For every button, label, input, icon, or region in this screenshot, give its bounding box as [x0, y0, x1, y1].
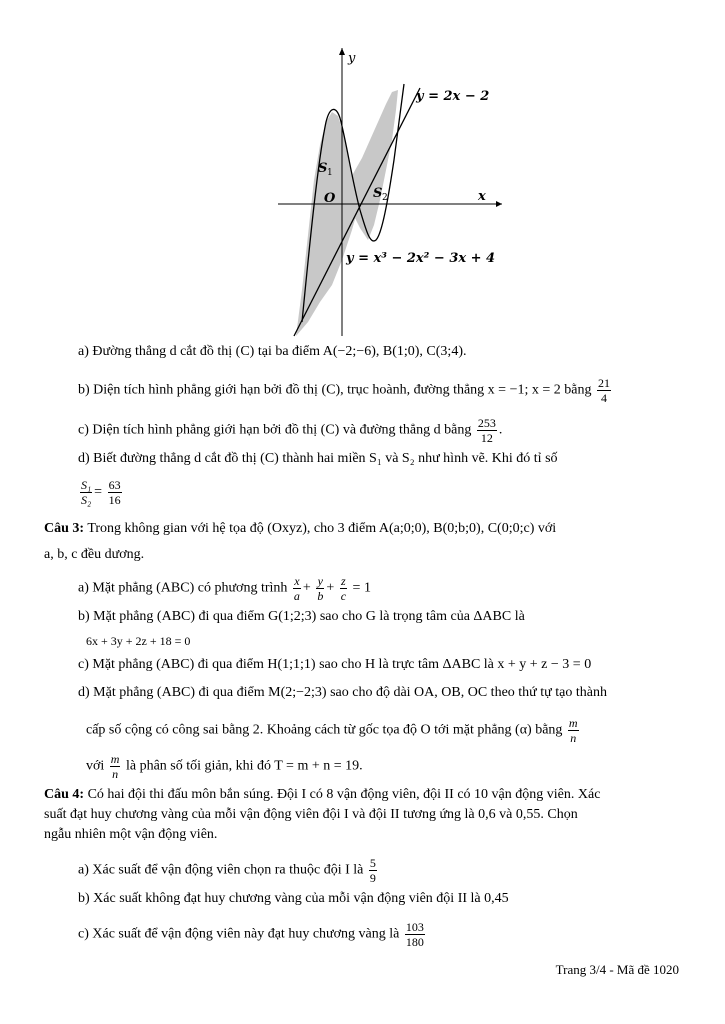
- q4-c-frac: [405, 920, 425, 949]
- q2-d-lhs-num: S₁: [81, 478, 92, 492]
- q2-d-rhs: [108, 478, 122, 507]
- q3-d-tail: là phân số tối giản, khi đó T = m + n = 19.: [125, 758, 363, 774]
- q3-d-mn: m: [568, 716, 578, 730]
- q3-a-f1n: x: [294, 574, 300, 588]
- q3-d-frac-2: [110, 752, 121, 781]
- q2-d-lhs: [80, 478, 92, 507]
- q3-item-d-3: [86, 752, 363, 781]
- q2-item-c-text: c) Diện tích hình phẳng giới hạn bởi đồ thị (C) và đường thẳng d bằng: [78, 422, 472, 438]
- q3-label: Câu 3:: [44, 521, 85, 536]
- q4-a-num: 5: [369, 856, 376, 870]
- q4-c-num: 103: [405, 920, 424, 934]
- q3-intro-text: Trong không gian với hệ tọa độ (Oxyz), cho 3 điểm A(a;0;0), B(0;b;0), C(0;0;c) với: [87, 521, 557, 536]
- q3-d-md: n: [570, 731, 577, 745]
- axis-x-label: x: [478, 189, 486, 204]
- q3-a-f2d: b: [317, 589, 324, 603]
- q2-item-b-text: b) Diện tích hình phẳng giới hạn bởi đồ thị (C), trục hoành, đường thẳng x = −1; x = 2 bằng: [78, 382, 592, 398]
- q4-intro-1-text: Có hai đội thi đấu môn bắn súng. Đội I có 8 vận động viên, đội II có 10 vận động viên. Xác: [87, 787, 601, 802]
- q3-a-frac-3: [340, 574, 347, 603]
- q2-item-c: c) Diện tích hình phẳng giới hạn bởi đồ thị (C) và đường thẳng d bằng $\frac{253}{12}$ .: [78, 416, 503, 445]
- q3-d-md-2: n: [112, 767, 119, 781]
- q2-b-den: 4: [600, 391, 607, 405]
- q4-a-den: 9: [369, 871, 376, 885]
- graph-figure: [270, 40, 520, 340]
- q2-d-rhs-num: 63: [108, 478, 121, 492]
- q3-a-tail: = 1: [352, 580, 371, 596]
- q3-d-pre: với: [86, 758, 105, 774]
- q2-item-d: d) Biết đường thẳng d cắt đồ thị (C) thành hai miền S₁ và S₂ như hình vẽ. Khi đó tỉ số: [78, 451, 558, 466]
- q3-item-a-text: a) Mặt phẳng (ABC) có phương trình: [78, 580, 288, 596]
- q3-a-f2n: y: [317, 574, 323, 588]
- q2-c-den: 12: [480, 431, 493, 445]
- q4-item-a: [78, 856, 379, 885]
- q4-a-frac: [369, 856, 377, 885]
- q2-item-b-fraction: [597, 376, 611, 405]
- y-axis-arrow: [339, 48, 345, 55]
- q4-item-b: b) Xác suất không đạt huy chương vàng của mỗi vận động viên đội II là 0,45: [78, 891, 509, 906]
- q4-label: Câu 4:: [44, 787, 85, 802]
- q3-d-frac: [568, 716, 579, 745]
- line-equation-label: y = 2x − 2: [416, 89, 490, 104]
- axis-y-label: y: [348, 51, 356, 66]
- q3-item-b: b) Mặt phẳng (ABC) đi qua điểm G(1;2;3) sao cho G là trọng tâm của ΔABC là: [78, 609, 525, 624]
- q4-item-a-text: a) Xác suất để vận động viên chọn ra thuộc đội I là: [78, 862, 364, 878]
- q3-item-d: d) Mặt phẳng (ABC) đi qua điểm M(2;−2;3) sao cho độ dài OA, OB, OC theo thứ tự tạo thành: [78, 685, 607, 700]
- q4-intro-2: suất đạt huy chương vàng của mỗi vận động viên đội I và đội II tương ứng là 0,6 và 0,55. Chọn: [44, 807, 578, 822]
- region-s1-label: S: [318, 161, 328, 176]
- q2-d-lhs-den: S₂: [81, 493, 92, 507]
- q3-item-c: c) Mặt phẳng (ABC) đi qua điểm H(1;1;1) sao cho H là trực tâm ΔABC là x + y + z − 3 = 0: [78, 657, 592, 672]
- q2-b-num: 21: [597, 376, 610, 390]
- q3-a-f3n: z: [341, 574, 346, 588]
- page-footer: Trang 3/4 - Mã đề 1020: [555, 962, 679, 977]
- region-s2-sub: 2: [382, 193, 388, 203]
- q4-intro-3: ngẫu nhiên một vận động viên.: [44, 827, 218, 842]
- q2-item-c-fraction: [477, 416, 497, 445]
- x-axis-arrow: [496, 201, 502, 207]
- q4-intro-1: [44, 786, 600, 804]
- q3-intro-2: a, b, c đều dương.: [44, 547, 145, 562]
- q3-a-frac-2: [316, 574, 324, 603]
- region-s1-sub: 1: [327, 168, 333, 178]
- q2-c-num: 253: [477, 416, 496, 430]
- q2-item-d-ratio: $\frac{\text{S₁}}{\text{S₂}}$ = $\frac{63}{16}$: [81, 478, 121, 507]
- q2-item-b: [78, 376, 613, 405]
- q3-a-f3d: c: [340, 589, 347, 603]
- q3-item-b-eq: 6x + 3y + 2z + 18 = 0: [86, 634, 191, 648]
- q2-item-a: a) Đường thẳng d cắt đồ thị (C) tại ba điểm A(−2;−6), B(1;0), C(3;4).: [78, 344, 467, 359]
- origin-label: O: [324, 191, 336, 206]
- region-s1-shade: [296, 112, 359, 336]
- q3-item-a: a) Mặt phẳng (ABC) có phương trình $\frac{x}{a}$ + $\frac{y}{b}$ + $\frac{z}{c}$ = 1: [78, 574, 371, 603]
- q3-d-mn-2: m: [110, 752, 120, 766]
- q3-intro: [44, 520, 556, 538]
- q3-item-d-2: [86, 716, 581, 745]
- q4-item-c: [78, 920, 427, 949]
- curve-equation-label: y = x³ − 2x² − 3x + 4: [346, 251, 496, 266]
- q3-a-f1d: a: [293, 589, 300, 603]
- q3-item-d-2-text: cấp số cộng có công sai bằng 2. Khoảng cách từ gốc tọa độ O tới mặt phẳng (α) bằng: [86, 722, 563, 738]
- q4-c-den: 180: [405, 935, 424, 949]
- q2-d-rhs-den: 16: [108, 493, 121, 507]
- region-s2-label: S: [373, 186, 383, 201]
- q4-item-c-text: c) Xác suất để vận động viên này đạt huy chương vàng là: [78, 926, 400, 942]
- q3-a-frac-1: [293, 574, 301, 603]
